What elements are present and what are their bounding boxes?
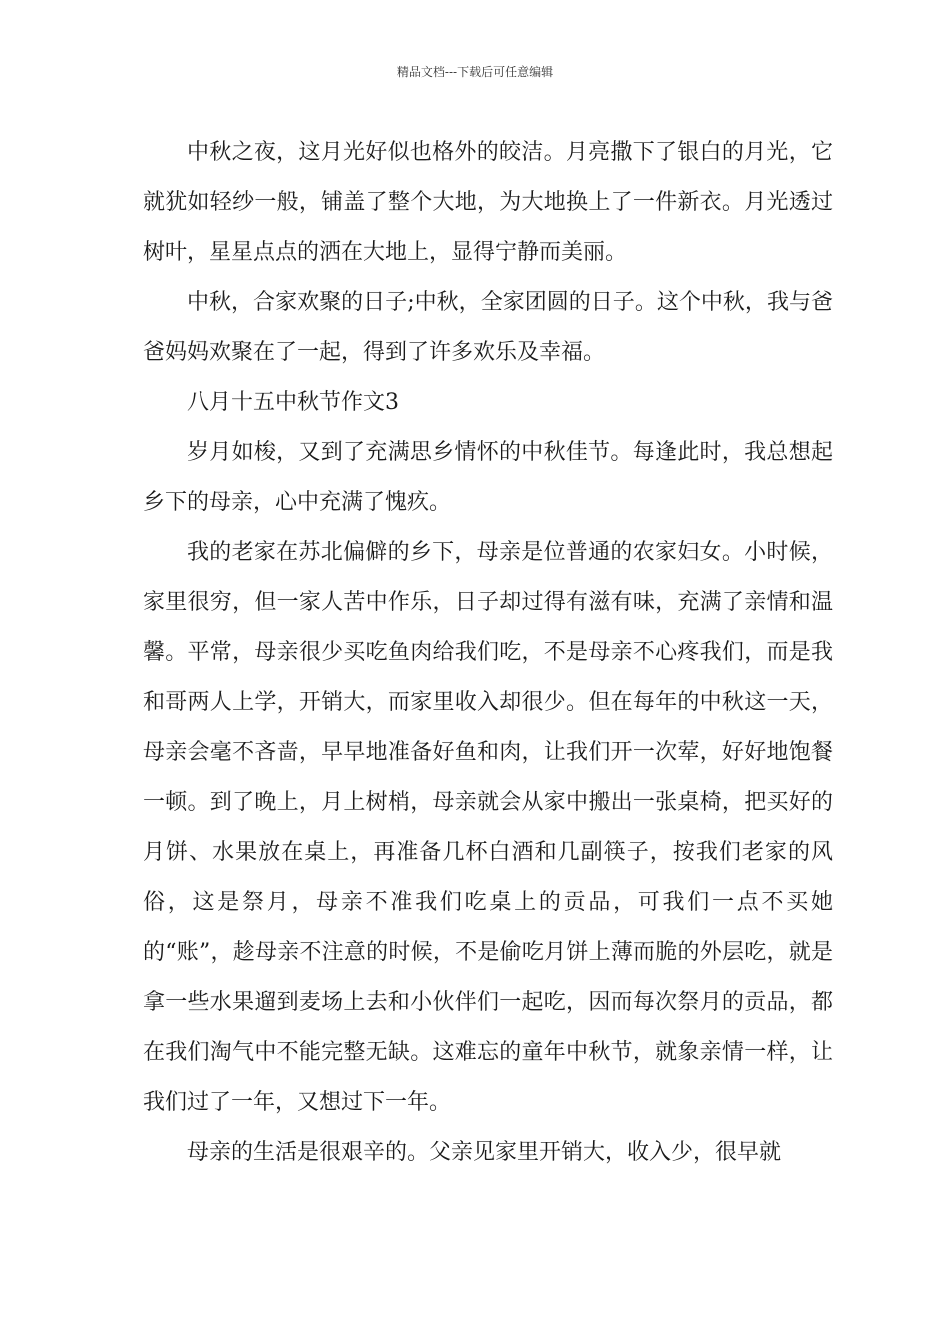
paragraph-3: 岁月如梭，又到了充满思乡情怀的中秋佳节。每逢此时，我总想起乡下的母亲，心中充满了愧疚。 — [143, 440, 833, 515]
paragraph-1: 中秋之夜，这月光好似也格外的皎洁。月亮撒下了银白的月光，它就犹如轻纱一般，铺盖了整个大地，为大地换上了一件新衣。月光透过树叶，星星点点的洒在大地上，显得宁静而美丽。 — [143, 140, 833, 265]
paragraph-5: 母亲的生活是很艰辛的。父亲见家里开销大，收入少，很早就 — [187, 1140, 782, 1165]
document-body — [143, 128, 833, 1178]
section-title: 八月十五中秋节作文3 — [187, 390, 399, 415]
page-header: 精品文档---下载后可任意编辑 — [396, 65, 554, 79]
paragraph-4: 我的老家在苏北偏僻的乡下，母亲是位普通的农家妇女。小时候，家里很穷，但一家人苦中作乐，日子却过得有滋有味，充满了亲情和温馨。平常，母亲很少买吃鱼肉给我们吃，不是母亲不心疼我们，而是我和哥两人上学，开销大，而家里收入却很少。但在每年的中秋这一天，母亲会毫不吝啬，早早地准备好鱼和肉，让我们开一次荤，好好地饱餐一顿。到了晚上，月上树梢，母亲就会从家中搬出一张桌椅，把买好的月饼、水果放在桌上，再准备几杯白酒和几副筷子，按我们老家的风俗，这是祭月，母亲不准我们吃桌上的贡品，可我们一点不买她的“账”，趁母亲不注意的时候，不是偷吃月饼上薄而脆的外层吃，就是拿一些水果遛到麦场上去和小伙伴们一起吃，因而每次祭月的贡品，都在我们淘气中不能完整无缺。这难忘的童年中秋节，就象亲情一样，让我们过了一年，又想过下一年。 — [143, 540, 833, 1115]
paragraph-2: 中秋，合家欢聚的日子;中秋，全家团圆的日子。这个中秋，我与爸爸妈妈欢聚在了一起，得到了许多欢乐及幸福。 — [143, 290, 833, 365]
